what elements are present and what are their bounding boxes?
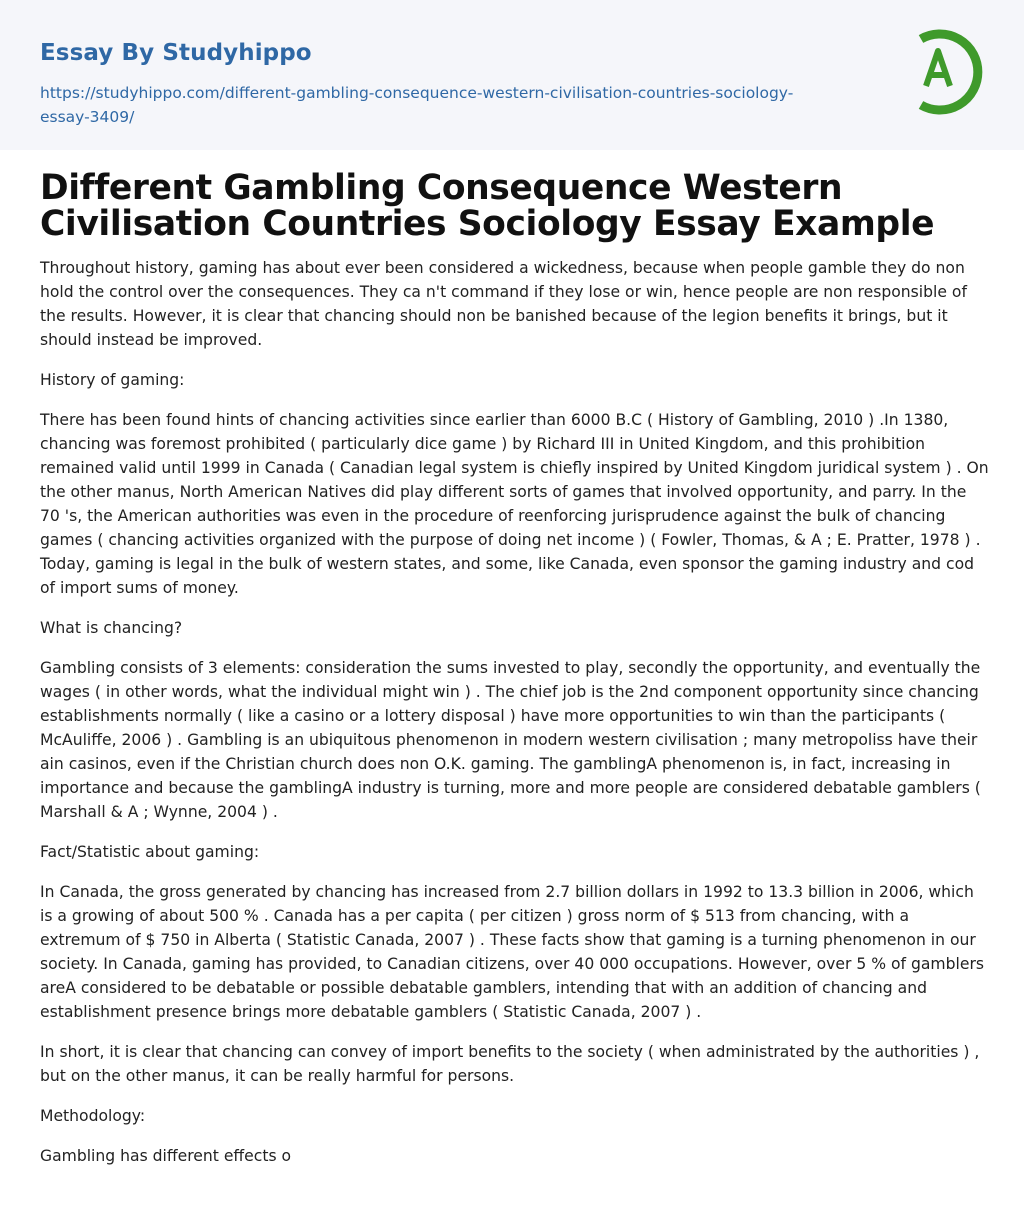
- paragraph-what-is-chancing: Gambling consists of 3 elements: consideration the sums invested to play, secondly the opportunity, and eventually the wages ( in other words, what the individual might win ) . The chief job is the 2nd component opportunity since chancing establishments normally ( like a casino or a lottery disposal ) have more opportunities to win than the participants ( McAuliffe, 2006 ) . Gambling is an ubiquitous phenomenon in modern western civilisation ; many metropoliss have their ain casinos, even if the Christian church does non O.K. gaming. The gamblingA phenomenon is, in fact, increasing in importance and because the gamblingA industry is turning, more and more people are considered debatable gamblers ( Marshall & A ; Wynne, 2004 ) .: [40, 659, 981, 821]
- site-header: [0, 0, 1024, 150]
- paragraph-methodology: Gambling has different effects o: [40, 1147, 292, 1165]
- logo-letter: A: [904, 26, 905, 27]
- studyhippo-logo-icon[interactable]: [904, 26, 992, 118]
- article-body: [40, 170, 990, 1184]
- brand-title[interactable]: Essay By Studyhippo: [40, 40, 312, 66]
- essay-url-link[interactable]: https://studyhippo.com/different-gambling-consequence-western-civilisation-countries-sociology-essay-3409/: [40, 84, 794, 126]
- paragraph-history: There has been found hints of chancing activities since earlier than 6000 B.C ( History of Gambling, 2010 ) .In 1380, chancing was foremost prohibited ( particularly dice game ) by Richard III in United Kingdom, and this prohibition remained valid until 1999 in Canada ( Canadian legal system is chiefly inspired by United Kingdom juridical system ) . On the other manus, North American Natives did play different sorts of games that involved opportunity, and parry. In the 70 's, the American authorities was even in the procedure of reenforcing jurisprudence against the bulk of chancing games ( chancing activities organized with the purpose of doing net income ) ( Fowler, Thomas, & A ; E. Pratter, 1978 ) . Today, gaming is legal in the bulk of western states, and some, like Canada, even sponsor the gaming industry and cod of import sums of money.: [40, 411, 989, 597]
- essay-title: Different Gambling Consequence Western Civilisation Countries Sociology Essay Example: [40, 168, 935, 244]
- section-heading-what-is-chancing: What is chancing?: [40, 619, 183, 637]
- paragraph-intro: Throughout history, gaming has about ever been considered a wickedness, because when people gamble they do non hold the control over the consequences. They ca n't command if they lose or win, hence people are non responsible of the results. However, it is clear that chancing should non be banished because of the legion benefits it brings, but it should instead be improved.: [40, 259, 967, 349]
- section-heading-facts: Fact/Statistic about gaming:: [40, 843, 260, 861]
- paragraph-facts: In Canada, the gross generated by chancing has increased from 2.7 billion dollars in 1992 to 13.3 billion in 2006, which is a growing of about 500 % . Canada has a per capita ( per citizen ) gross norm of $ 513 from chancing, with a extremum of $ 750 in Alberta ( Statistic Canada, 2007 ) . These facts show that gaming is a turning phenomenon in our society. In Canada, gaming has provided, to Canadian citizens, over 40 000 occupations. However, over 5 % of gamblers areA considered to be debatable or possible debatable gamblers, intending that with an addition of chancing and establishment presence brings more debatable gamblers ( Statistic Canada, 2007 ) .: [40, 883, 984, 1021]
- paragraph-in-short: In short, it is clear that chancing can convey of import benefits to the society ( when administrated by the authorities ) , but on the other manus, it can be really harmful for persons.: [40, 1043, 980, 1085]
- section-heading-methodology: Methodology:: [40, 1107, 146, 1125]
- section-heading-history: History of gaming:: [40, 371, 185, 389]
